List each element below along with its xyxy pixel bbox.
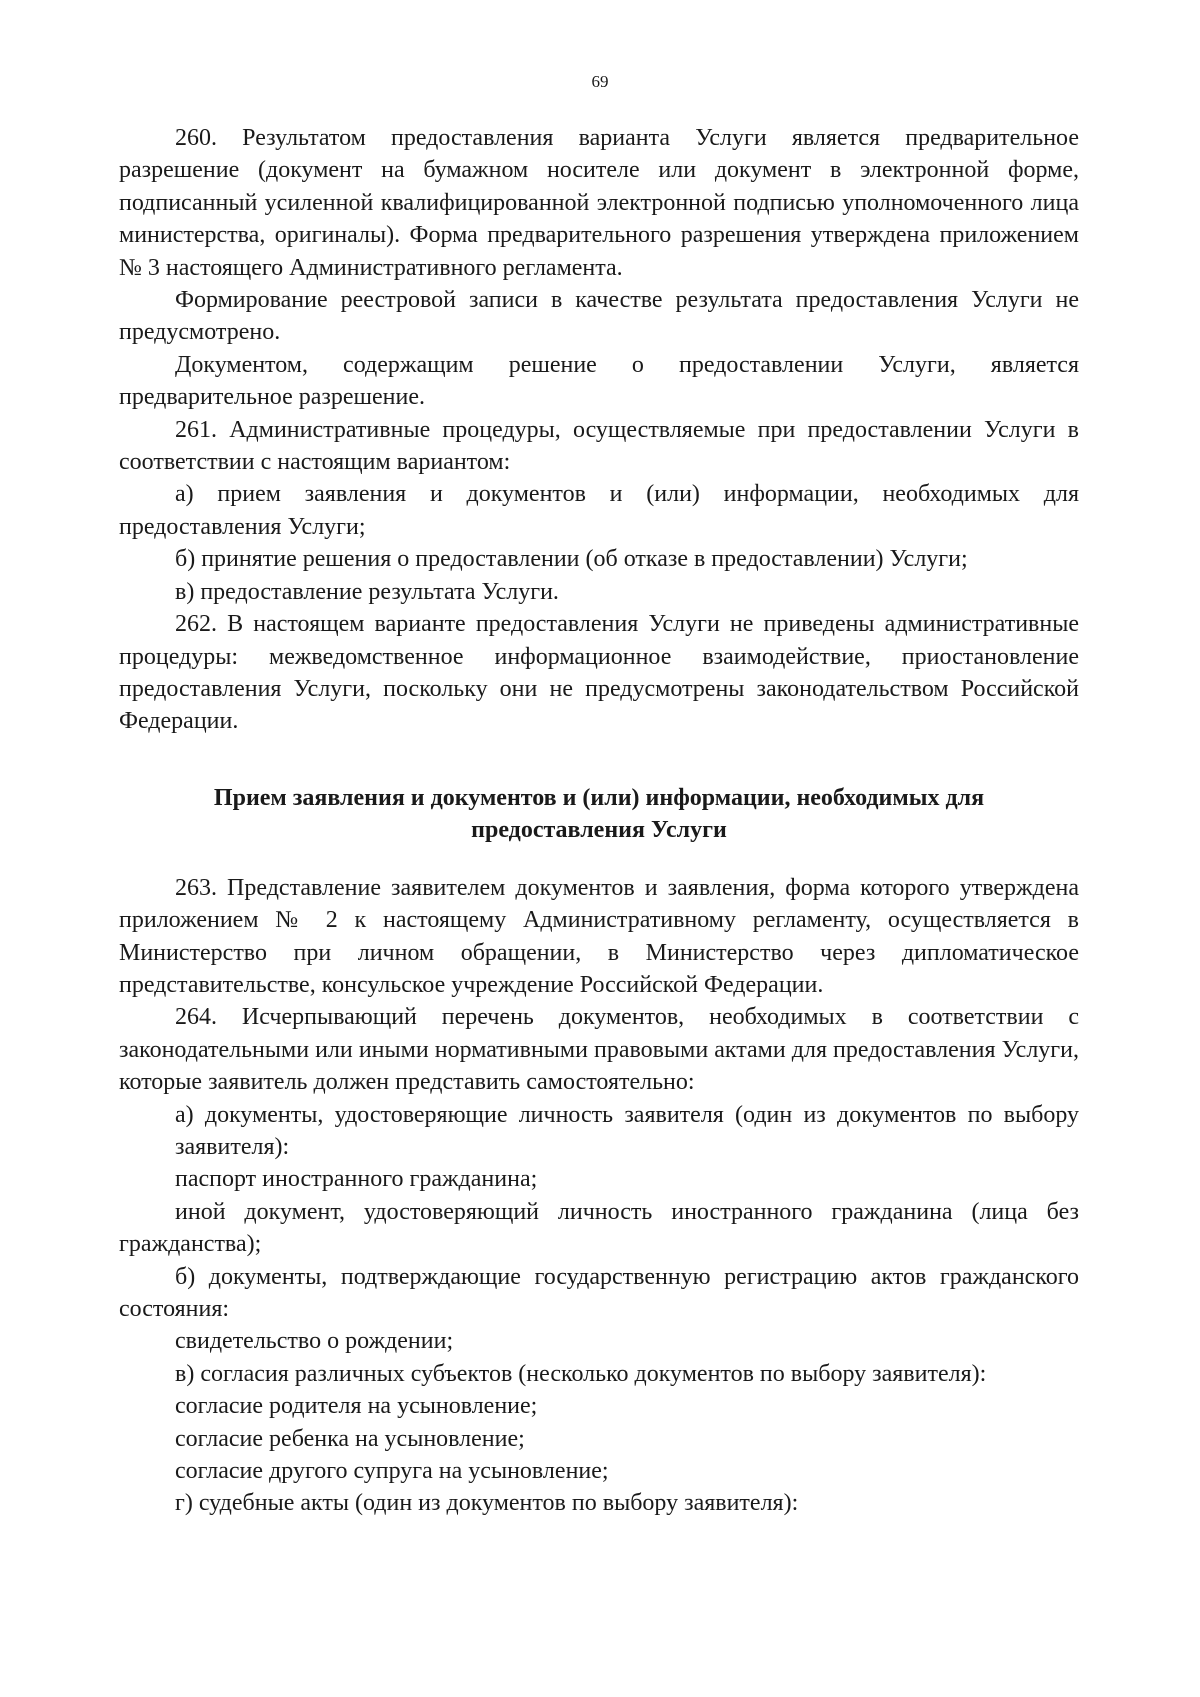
- list-item-264c-1: согласие родителя на усыновление;: [175, 1393, 538, 1420]
- list-item-261b: б) принятие решения о предоставлении (об отказе в предоставлении) Услуги;: [175, 546, 968, 573]
- paragraph-decision-document: Документом, содержащим решение о предоставлении Услуги, является предварительное разрешение.: [119, 351, 1079, 411]
- paragraph-260: 260. Результатом предоставления варианта Услуги является предварительное разрешение (документ на бумажном носителе или документ в электронной форме, подписанный усиленной квалифицированной электронной подписью уполномоченного лица министерства, оригиналы). Форма предварительного разрешения утверждена приложением № 3 настоящего Административного регламента.: [119, 125, 1079, 281]
- list-item-264c-2: согласие ребенка на усыновление;: [175, 1425, 525, 1452]
- paragraph-registry-record: Формирование реестровой записи в качестве результата предоставления Услуги не предусмотрено.: [119, 287, 1079, 346]
- list-item-264a-2: иной документ, удостоверяющий личность иностранного гражданина (лица без гражданства);: [119, 1198, 1079, 1258]
- paragraph-263: 263. Представление заявителем документов и заявления, форма которого утверждена приложением № 2 к настоящему Административному регламенту, осуществляется в Министерство при личном обращении, в Министерство через дипломатическое представительстве, консульское учреждение Российской Федерации.: [119, 874, 1079, 998]
- list-item-264c-3: согласие другого супруга на усыновление;: [175, 1458, 609, 1485]
- paragraph-262: 262. В настоящем варианте предоставления Услуги не приведены административные процедуры: межведомственное информационное взаимодействие, приостановление предоставления Услуги, поскольку они не предусмотрены законодательством Российской Федерации.: [119, 611, 1079, 735]
- paragraph-261: 261. Административные процедуры, осуществляемые при предоставлении Услуги в соответствии с настоящим вариантом:: [119, 416, 1079, 476]
- list-item-261a: а) прием заявления и документов и (или) информации, необходимых для предоставления Услуги;: [119, 481, 1079, 540]
- section-heading-line-2: предоставления Услуги: [471, 816, 727, 843]
- list-item-264a: а) документы, удостоверяющие личность заявителя (один из документов по выбору заявителя):: [175, 1101, 1079, 1160]
- section-heading: [119, 782, 1079, 846]
- list-item-264b: б) документы, подтверждающие государственную регистрацию актов гражданского состояния:: [119, 1263, 1079, 1322]
- paragraph-264: 264. Исчерпывающий перечень документов, необходимых в соответствии с законодательными или иными нормативными правовыми актами для предоставления Услуги, которые заявитель должен представить самостоятельно:: [119, 1004, 1079, 1096]
- section-heading-line-1: Прием заявления и документов и (или) информации, необходимых для: [213, 784, 985, 811]
- list-item-264d: г) судебные акты (один из документов по выбору заявителя):: [175, 1490, 799, 1517]
- list-item-264a-1: паспорт иностранного гражданина;: [175, 1166, 538, 1193]
- list-item-264c: в) согласия различных субъектов (несколько документов по выбору заявителя):: [175, 1360, 987, 1387]
- list-item-264b-1: свидетельство о рождении;: [175, 1328, 454, 1355]
- page-number: 69: [591, 72, 609, 91]
- list-item-261c: в) предоставление результата Услуги.: [175, 578, 559, 605]
- document-body: [119, 122, 1079, 1520]
